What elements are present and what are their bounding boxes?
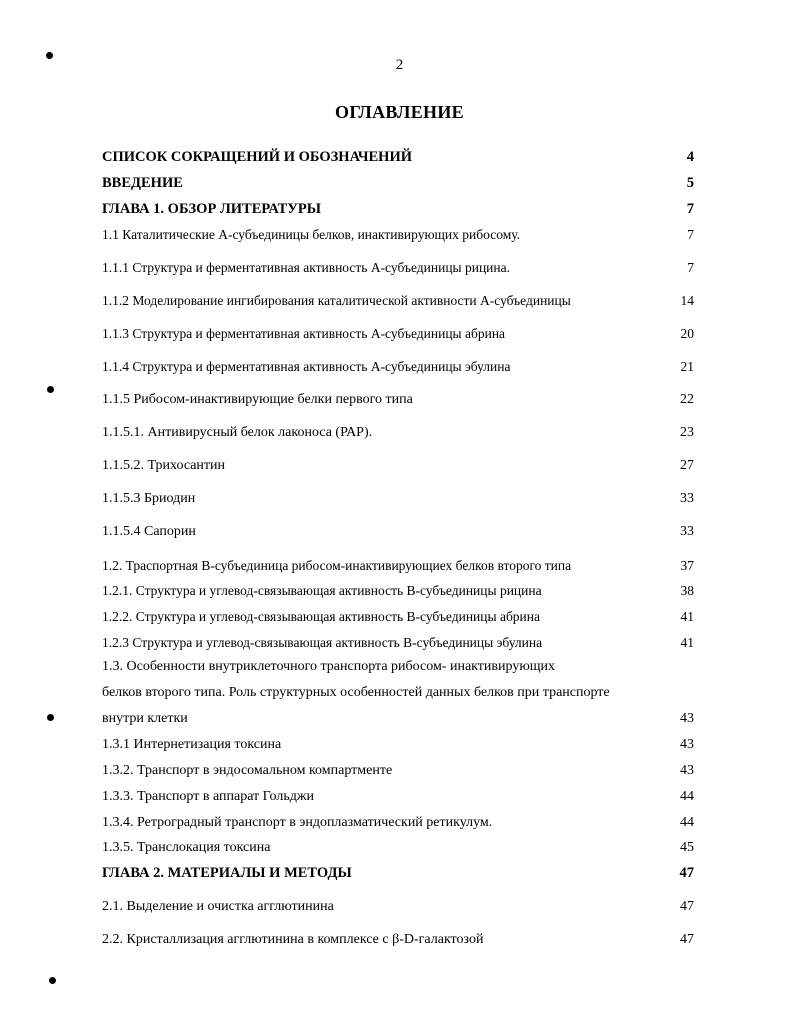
toc-entry-text: ГЛАВА 2. МАТЕРИАЛЫ И МЕТОДЫ — [102, 865, 352, 881]
toc-entry-text: СПИСОК СОКРАЩЕНИЙ И ОБОЗНАЧЕНИЙ — [102, 149, 413, 165]
toc-entry-page: 7 — [686, 201, 694, 217]
toc-entry-page: 44 — [680, 789, 694, 804]
toc-entry-page: 37 — [680, 558, 694, 573]
toc-entry-page: 45 — [680, 840, 694, 855]
toc-entry-page: 21 — [680, 359, 694, 374]
toc-entry-page: 5 — [686, 175, 694, 191]
toc-entry-text: 2.1. Выделение и очистка агглютинина — [102, 899, 334, 914]
toc-entry-text: 1.2.2. Структура и углевод-связывающая активность В-субъединицы абрина — [102, 609, 540, 624]
toc-entry-text: 1.3.4. Ретроградный транспорт в эндоплазматический ретикулум. — [102, 815, 493, 830]
toc-continuation-line: белков второго типа. Роль структурных особенностей данных белков при транспорте — [102, 685, 610, 700]
toc-entry-page: 38 — [680, 583, 694, 598]
toc-entry-page: 44 — [680, 815, 694, 830]
toc-entry-page: 7 — [687, 227, 694, 242]
toc-entry-text: 1.3.3. Транспорт в аппарат Гольджи — [102, 789, 315, 804]
toc-entry-text: 1.1.5.1. Антивирусный белок лаконоса (РАР). — [102, 425, 373, 440]
toc-entry-page: 14 — [680, 293, 694, 308]
toc-entry-page: 33 — [680, 491, 694, 506]
punch-hole-mark — [49, 977, 56, 984]
toc-entry-text: 1.1.5.2. Трихосантин — [102, 458, 226, 473]
toc-entry-page: 47 — [679, 865, 694, 881]
toc-entry-text: 1.1.1 Структура и ферментативная активность А-субъединицы рицина. — [102, 260, 510, 275]
toc-entry-page: 47 — [680, 899, 694, 914]
toc-entry-text: 1.1.5 Рибосом-инактивирующие белки первого типа — [102, 392, 413, 407]
toc-entry-page: 41 — [680, 609, 694, 624]
toc-entry-text: ГЛАВА 1. ОБЗОР ЛИТЕРАТУРЫ — [102, 201, 321, 217]
toc-entry-text: 1.2.1. Структура и углевод-связывающая активность В-субъединицы рицина — [102, 583, 542, 598]
punch-hole-mark — [46, 52, 53, 59]
toc-entry-page: 4 — [686, 149, 694, 165]
toc-entry-text: 1.1.2 Моделирование ингибирования каталитической активности А-субъединицы — [102, 293, 571, 308]
page-title: ОГЛАВЛЕНИЕ — [335, 102, 464, 122]
toc-entry-page: 7 — [687, 260, 694, 275]
toc-entry-text: 1.3. Особенности внутриклеточного транспорта рибосом- инактивирующих — [102, 659, 556, 674]
toc-entry-page: 22 — [680, 392, 694, 407]
toc-entry-text: 1.1.5.4 Сапорин — [102, 524, 196, 539]
toc-entry-page: 43 — [680, 763, 694, 778]
toc-entry-text: 1.3.1 Интернетизация токсина — [102, 737, 282, 752]
toc-entry-page: 41 — [680, 635, 694, 650]
toc-entry-text: 1.2. Траспортная В-субъединица рибосом-инактивирующиех белков второго типа — [102, 558, 572, 573]
punch-hole-mark — [47, 386, 54, 393]
toc-entry-page: 27 — [680, 458, 694, 473]
toc-entry-text: 1.1.3 Структура и ферментативная активность А-субъединицы абрина — [102, 326, 506, 341]
toc-entry-text: 1.1.4 Структура и ферментативная активность А-субъединицы эбулина — [102, 359, 511, 374]
toc-entry-page: 43 — [680, 711, 694, 726]
toc-entry-text: ВВЕДЕНИЕ — [102, 175, 183, 191]
toc-entry-text: 1.2.3 Структура и углевод-связывающая активность В-субъединицы эбулина — [102, 635, 543, 650]
toc-entry-text: внутри клетки — [102, 711, 188, 726]
toc-entry-page: 23 — [680, 425, 694, 440]
toc-entry-text: 1.1 Каталитические А-субъединицы белков, инактивирующих рибосому. — [102, 227, 521, 242]
page-number: 2 — [395, 57, 404, 73]
toc-entry-page: 33 — [680, 524, 694, 539]
punch-hole-mark — [47, 714, 54, 721]
toc-entry-page: 43 — [680, 737, 694, 752]
toc-entry-text: 1.1.5.3 Бриодин — [102, 491, 196, 506]
toc-entry-text: 1.3.5. Транслокация токсина — [102, 840, 271, 855]
toc-entry-text: 1.3.2. Транспорт в эндосомальном компартменте — [102, 763, 393, 778]
toc-entry-page: 47 — [680, 932, 694, 947]
toc-entry-page: 20 — [680, 326, 694, 341]
toc-entry-text: 2.2. Кристаллизация агглютинина в комплексе с β-D-галактозой — [102, 932, 484, 947]
